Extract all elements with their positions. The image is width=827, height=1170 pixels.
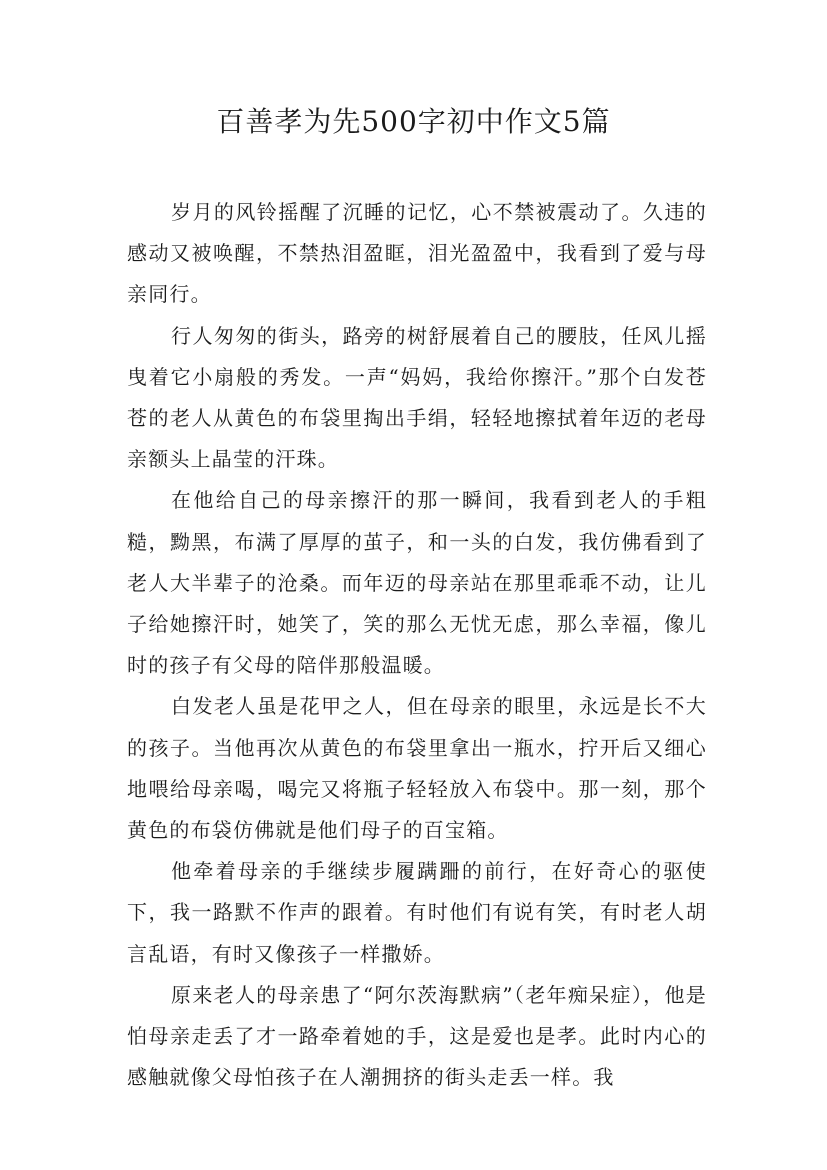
document-title: 百善孝为先500字初中作文5篇 [216, 105, 611, 138]
paragraph-2: 行人匆匆的街头，路旁的树舒展着自己的腰肢，任风儿摇曳着它小扇般的秀发。一声“妈妈，我给你擦汗。”那个白发苍苍的老人从黄色的布袋里掏出手绢，轻轻地擦拭着年迈的老母亲额头上晶莹的汗珠。 [127, 323, 707, 472]
paragraph-3: 在他给自己的母亲擦汗的那一瞬间，我看到老人的手粗糙，黝黑，布满了厚厚的茧子，和一头的白发，我仿佛看到了老人大半辈子的沧桑。而年迈的母亲站在那里乖乖不动，让儿子给她擦汗时，她笑了，笑的那么无忧无虑，那么幸福，像儿时的孩子有父母的陪伴那般温暖。 [127, 488, 707, 678]
paragraph-4: 白发老人虽是花甲之人，但在母亲的眼里，永远是长不大的孩子。当他再次从黄色的布袋里拿出一瓶水，拧开后又细心地喂给母亲喝，喝完又将瓶子轻轻放入布袋中。那一刻，那个黄色的布袋仿佛就是他们母子的百宝箱。 [127, 694, 707, 843]
document-body [127, 192, 707, 1098]
paragraph-6: 原来老人的母亲患了“阿尔茨海默病”（老年痴呆症），他是怕母亲走丢了才一路牵着她的手，这是爱也是孝。此时内心的感触就像父母怕孩子在人潮拥挤的街头走丢一样。我 [127, 982, 707, 1090]
paragraph-1: 岁月的风铃摇醒了沉睡的记忆，心不禁被震动了。久违的感动又被唤醒，不禁热泪盈眶，泪光盈盈中，我看到了爱与母亲同行。 [127, 200, 707, 307]
paragraph-5: 他牵着母亲的手继续步履蹒跚的前行，在好奇心的驱使下，我一路默不作声的跟着。有时他们有说有笑，有时老人胡言乱语，有时又像孩子一样撒娇。 [127, 859, 707, 966]
